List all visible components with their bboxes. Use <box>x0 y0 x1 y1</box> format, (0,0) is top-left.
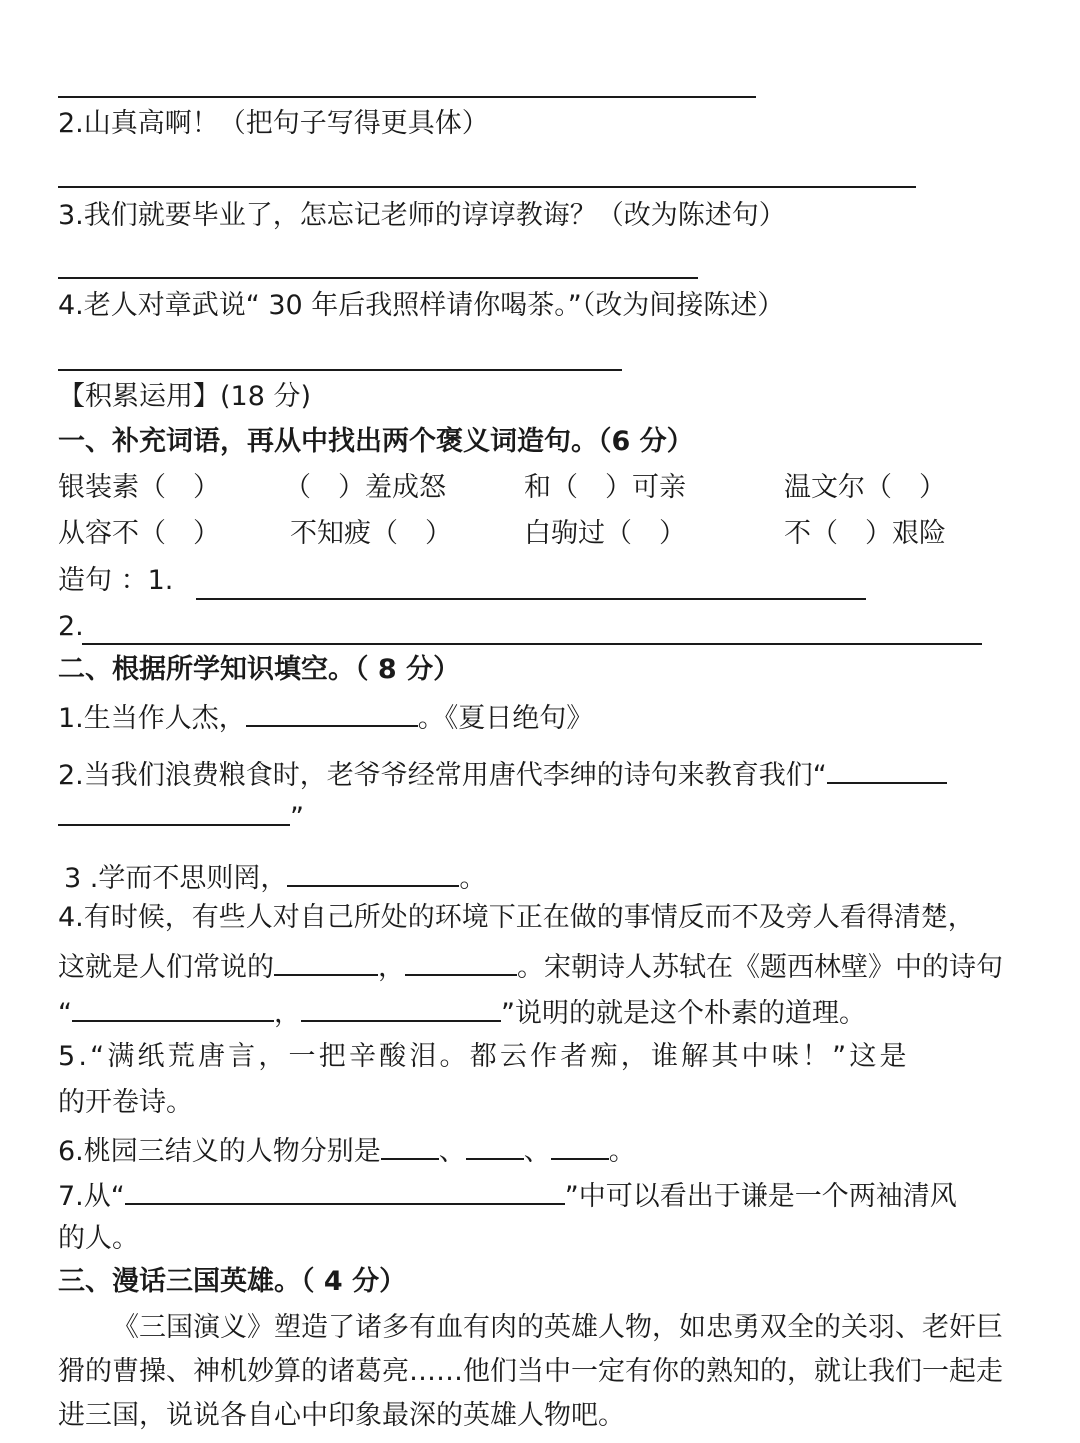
section-header: 【积累运用】(18 分) <box>58 381 312 412</box>
fill-item-4-text: 这就是人们常说的 <box>58 952 274 983</box>
rewrite-q4: 4.老人对章武说“ 30 年后我照样请你喝茶。”（改为间接陈述） <box>58 290 785 321</box>
idiom-6: 不知疲（ ） <box>290 518 452 549</box>
idiom-8: 不（ ）艰险 <box>784 518 946 549</box>
blank-1[interactable] <box>246 697 418 727</box>
period: 。 <box>608 1136 636 1167</box>
fill-item-4-text3: ”说明的就是这个朴素的道理。 <box>501 998 866 1029</box>
blank-4a[interactable] <box>274 946 378 976</box>
answer-line-1[interactable] <box>58 96 756 98</box>
fill-item-6-text: 6.桃园三结义的人物分别是 <box>58 1136 381 1167</box>
fill-item-7-text2: ”中可以看出于谦是一个两袖清风 <box>564 1181 957 1212</box>
fill-item-4-text2: 。宋朝诗人苏轼在《题西林壁》中的诗句 <box>517 952 1003 983</box>
blank-3[interactable] <box>287 857 459 887</box>
fill-item-2 <box>58 754 947 796</box>
fill-item-7-l2: 的人。 <box>58 1223 139 1254</box>
fill-item-2-cont <box>58 796 304 838</box>
separator: 、 <box>523 1136 551 1167</box>
separator: 、 <box>438 1136 466 1167</box>
blank-6b[interactable] <box>466 1130 524 1160</box>
answer-line-3[interactable] <box>58 277 698 279</box>
idiom-4: 温文尔（ ） <box>784 472 946 503</box>
fill-item-5-l1: 5.“满纸荒唐言，一把辛酸泪。都云作者痴，谁解其中味！”这是 <box>58 1041 910 1072</box>
fill-item-6 <box>58 1130 636 1172</box>
blank-6c[interactable] <box>551 1130 609 1160</box>
fill-item-1-source: 。《夏日绝句》 <box>417 703 594 734</box>
answer-line-2[interactable] <box>58 186 916 188</box>
fill-item-7 <box>58 1175 957 1217</box>
fill-item-3-end: 。 <box>459 863 487 894</box>
section-3-paragraph: 《三国演义》塑造了诸多有血有肉的英雄人物，如忠勇双全的关羽、老奸巨猾的曹操、神机妙算的诸葛亮……他们当中一定有你的熟知的，就让我们一起走进三国，说说各自心中印象最深的英雄人物吧。 <box>58 1312 1003 1431</box>
section-3-title: 三、漫话三国英雄。（ 4 分） <box>58 1266 407 1297</box>
blank-2a[interactable] <box>827 754 947 784</box>
answer-line-4[interactable] <box>58 369 622 371</box>
comma: ， <box>378 952 405 983</box>
fill-item-1-text: 1.生当作人杰， <box>58 703 246 734</box>
section-2-title: 二、根据所学知识填空。（ 8 分） <box>58 654 461 685</box>
fill-item-4-l2 <box>58 946 1003 988</box>
fill-item-7-text: 7.从“ <box>58 1181 125 1212</box>
idiom-1: 银装素（ ） <box>58 472 220 503</box>
idiom-7: 白驹过（ ） <box>524 518 686 549</box>
fill-item-4-l3 <box>58 992 866 1034</box>
sentence-line-1[interactable] <box>196 598 866 600</box>
blank-4b[interactable] <box>405 946 517 976</box>
rewrite-q3: 3.我们就要毕业了，怎忘记老师的谆谆教诲？（改为陈述句） <box>58 200 786 231</box>
blank-4d[interactable] <box>301 992 501 1022</box>
comma: ， <box>274 998 301 1029</box>
idiom-2: （ ）羞成怒 <box>284 472 446 503</box>
blank-2b[interactable] <box>58 796 290 826</box>
idiom-5: 从容不（ ） <box>58 518 220 549</box>
sentence-label-2: 2. <box>58 611 84 642</box>
fill-item-3-text: 3 .学而不思则罔， <box>64 863 288 894</box>
sentence-line-2[interactable] <box>82 643 982 645</box>
fill-item-5-l2: 的开卷诗。 <box>58 1087 193 1118</box>
fill-item-2-text: 2.当我们浪费粮食时，老爷爷经常用唐代李绅的诗句来教育我们“ <box>58 760 827 791</box>
fill-item-4-l1: 4.有时候，有些人对自己所处的环境下正在做的事情反而不及旁人看得清楚， <box>58 902 975 933</box>
sentence-label-1: 造句 ：1. <box>58 565 174 596</box>
fill-item-2-close: ” <box>290 802 304 833</box>
section-1-title: 一、补充词语，再从中找出两个褒义词造句。（6 分） <box>58 426 694 457</box>
blank-4c[interactable] <box>72 992 274 1022</box>
fill-item-3 <box>64 857 486 899</box>
idiom-3: 和（ ）可亲 <box>524 472 686 503</box>
fill-item-1 <box>58 697 593 739</box>
rewrite-q2: 2.山真高啊！（把句子写得更具体） <box>58 108 489 139</box>
open-quote: “ <box>58 998 72 1029</box>
blank-6a[interactable] <box>381 1130 439 1160</box>
blank-7[interactable] <box>125 1175 565 1205</box>
